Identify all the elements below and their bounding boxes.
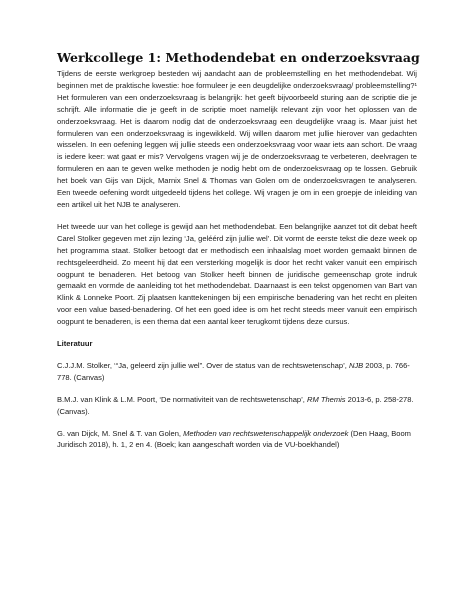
- reference-text: (Den Haag, Boom Juridisch 2018), h. 1, 2 en 4. (Boek; kan aangeschaft worden via de VU-boekhandel): [57, 428, 411, 450]
- reference-item: [57, 428, 417, 452]
- intro-paragraph: Tijdens de eerste werkgroep besteden wij aandacht aan de probleemstelling en het methodendebat. Wij beginnen met de praktische kwestie: hoe formuleer je een deugdelijke onderzoeksvraag/ probleemstelling?¹ Het formuleren van een onderzoeksvraag is belangrijk: het geeft bijvoorbeeld sturing aan de scriptie die je schrijft. Alle informatie die je geeft in de scriptie moet namelijk relevant zijn voor het oplossen van de onderzoeksvraag. Het is daarom nodig dat de onderzoeksvraag een deugdelijke vraag is. Maar juist het formuleren van een onderzoeksvraag is ingewikkeld. Wij willen daarom met jullie hierover van gedachten wisselen. In een oefening leggen wij jullie steeds een onderzoeksvraag voor waar iets aan schort. De vraag is iedere keer: wat gaat er mis? Vervolgens vragen wij je de onderzoeksvraag te verbeteren, deelvragen te formuleren en aan te geven welke methoden je nodig hebt om de onderzoeksvraag op te lossen. Gebruik het boek van Gijs van Dijck, Marnix Snel & Thomas van Golen om de onderzoeksvragen te analyseren. Een tweede oefening wordt uitgedeeld tijdens het college. Wij vragen je om in een groepje de inleiding van een artikel uit het NJB te analyseren.: [57, 69, 417, 209]
- document-title: Werkcollege 1: Methodendebat en onderzoeksvraag: [57, 50, 420, 65]
- debate-paragraph: Het tweede uur van het college is gewijd aan het methodendebat. Een belangrijke aanzet tot dit debat heeft Carel Stolker gegeven met zijn lezing ‘Ja, geléérd zijn jullie wel’. Dit vormt de eerste tekst die deze week op het programma staat. Stolker betoogt dat er methodisch een inhaalslag moet worden gemaakt binnen de rechtsgeleerdheid. Zo meent hij dat een versterking mogelijk is door het recht vaker vanuit een empirisch oogpunt te benaderen. Het betoog van Stolker heeft binnen de juridische gemeenschap grote indruk gemaakt en vormde de aanleiding tot het methodendebat. Daarnaast is een tekst opgenomen van Bart van Klink & Lonneke Poort. Zij plaatsen kanttekeningen bij een empirische benadering van het recht en pleiten voor een value based-benadering. Of het een goed idee is om het recht steeds meer vanuit een empirisch oogpunt te benaderen, is een thema dat een aantal keer terugkomt tijdens deze cursus.: [57, 221, 417, 327]
- reference-text: 2003, p. 766- 778. (Canvas): [57, 360, 410, 382]
- reference-item: [57, 360, 417, 384]
- reference-text: B.M.J. van Klink & L.M. Poort, ‘De normativiteit van de rechtswetenschap’,: [57, 394, 307, 404]
- reference-source: NJB: [348, 360, 364, 370]
- literature-heading: Literatuur: [57, 339, 93, 349]
- reference-text: 2013-6, p. 258-278. (Canvas).: [57, 394, 414, 416]
- reference-item: [57, 394, 417, 418]
- reference-text: C.J.J.M. Stolker, ‘“Ja, geleerd zijn jullie wel”. Over de status van de rechtswetenschap’,: [57, 360, 349, 370]
- reference-text: G. van Dijck, M. Snel & T. van Golen,: [57, 428, 184, 438]
- reference-source: RM Themis: [307, 394, 346, 404]
- reference-source: Methoden van rechtswetenschappelijk onderzoek: [183, 428, 349, 438]
